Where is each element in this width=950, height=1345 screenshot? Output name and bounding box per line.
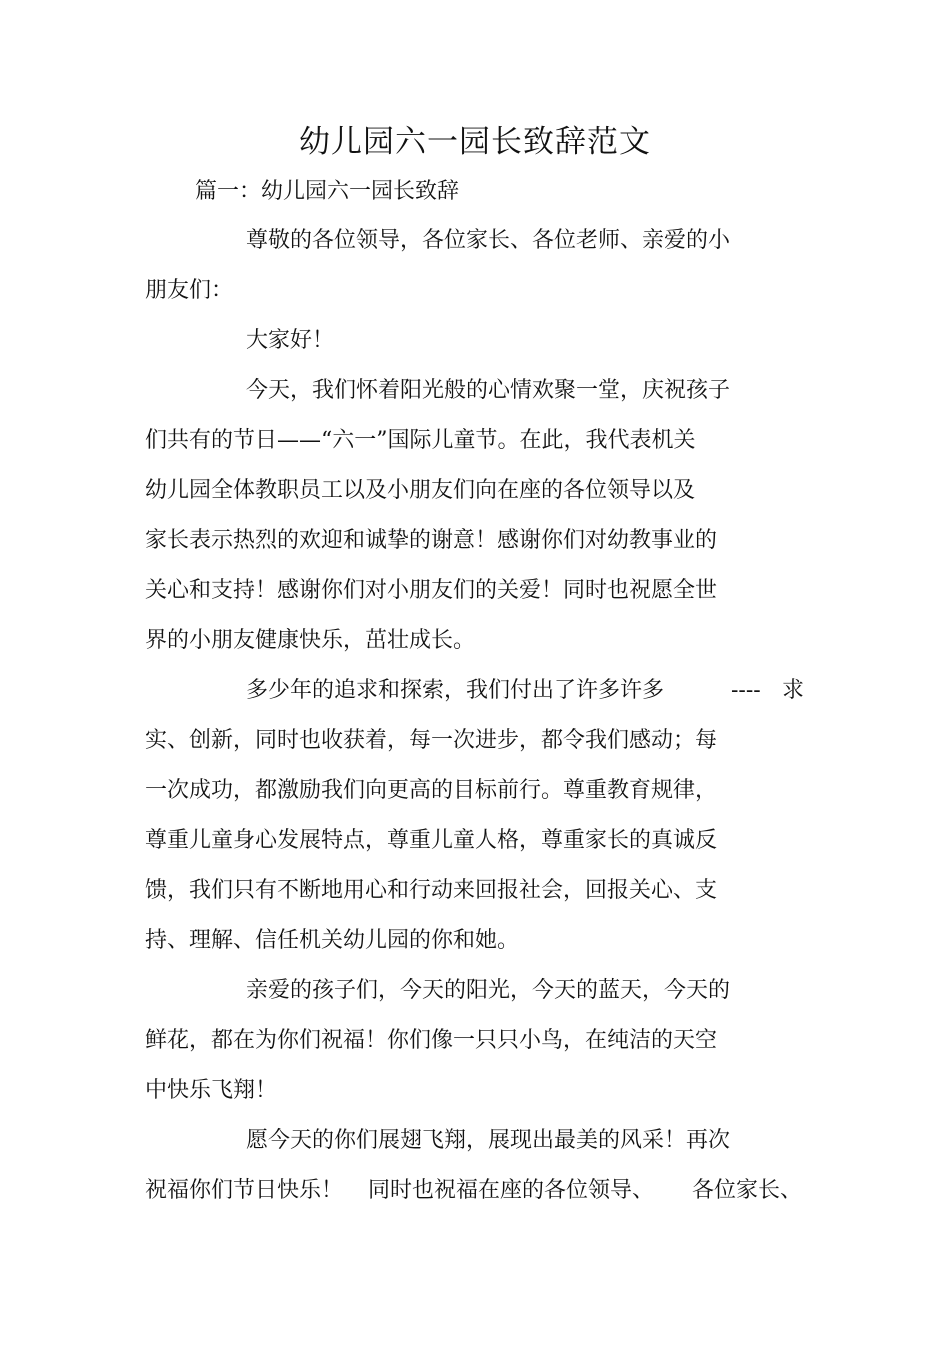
paragraph-line: 愿今天的你们展翅飞翔，展现出最美的风采！再次 — [246, 1128, 731, 1153]
line-fragment: 同时也祝福在座的各位领导、 — [368, 1178, 655, 1203]
paragraph-line: 今天，我们怀着阳光般的心情欢聚一堂，庆祝孩子 — [246, 378, 731, 403]
paragraph-line: 尊重儿童身心发展特点，尊重儿童人格，尊重家长的真诚反 — [145, 828, 718, 853]
paragraph-line: 尊敬的各位领导，各位家长、各位老师、亲爱的小 — [246, 228, 731, 253]
paragraph-line: 幼儿园全体教职员工以及小朋友们向在座的各位领导以及 — [145, 478, 696, 503]
document-title: 幼儿园六一园长致辞范文 — [299, 124, 651, 160]
paragraph-line: 馈，我们只有不断地用心和行动来回报社会，回报关心、支 — [145, 878, 718, 903]
paragraph-line: 界的小朋友健康快乐，茁壮成长。 — [145, 628, 476, 653]
paragraph-line: 亲爱的孩子们，今天的阳光，今天的蓝天，今天的 — [246, 978, 731, 1003]
paragraph-line: 中快乐飞翔！ — [145, 1078, 278, 1103]
paragraph-line: 大家好！ — [246, 328, 335, 353]
paragraph-line: 鲜花，都在为你们祝福！你们像一只只小鸟，在纯洁的天空 — [145, 1028, 718, 1053]
dash-fragment: ---- — [731, 678, 761, 703]
paragraph-line: 持、理解、信任机关幼儿园的你和她。 — [145, 928, 520, 953]
line-fragment: 各位家长、 — [692, 1178, 803, 1203]
paragraph-line: 朋友们： — [145, 278, 234, 303]
paragraph-line: 关心和支持！感谢你们对小朋友们的关爱！同时也祝愿全世 — [145, 578, 718, 603]
paragraph-line: 祝福你们节日快乐！ — [145, 1178, 344, 1203]
paragraph-line: 们共有的节日——“六一”国际儿童节。在此，我代表机关 — [145, 428, 696, 453]
paragraph-line: 家长表示热烈的欢迎和诚挚的谢意！感谢你们对幼教事业的 — [145, 528, 718, 553]
paragraph-line: 实、创新，同时也收获着，每一次进步，都令我们感动；每 — [145, 728, 718, 753]
line-text: 多少年的追求和探索，我们付出了许多许多 — [246, 678, 665, 703]
paragraph-line: 一次成功，都激励我们向更高的目标前行。尊重教育规律， — [145, 778, 718, 803]
section-heading: 篇一：幼儿园六一园长致辞 — [195, 179, 460, 204]
paragraph-line — [246, 675, 664, 707]
line-fragment: 求 — [782, 678, 805, 703]
